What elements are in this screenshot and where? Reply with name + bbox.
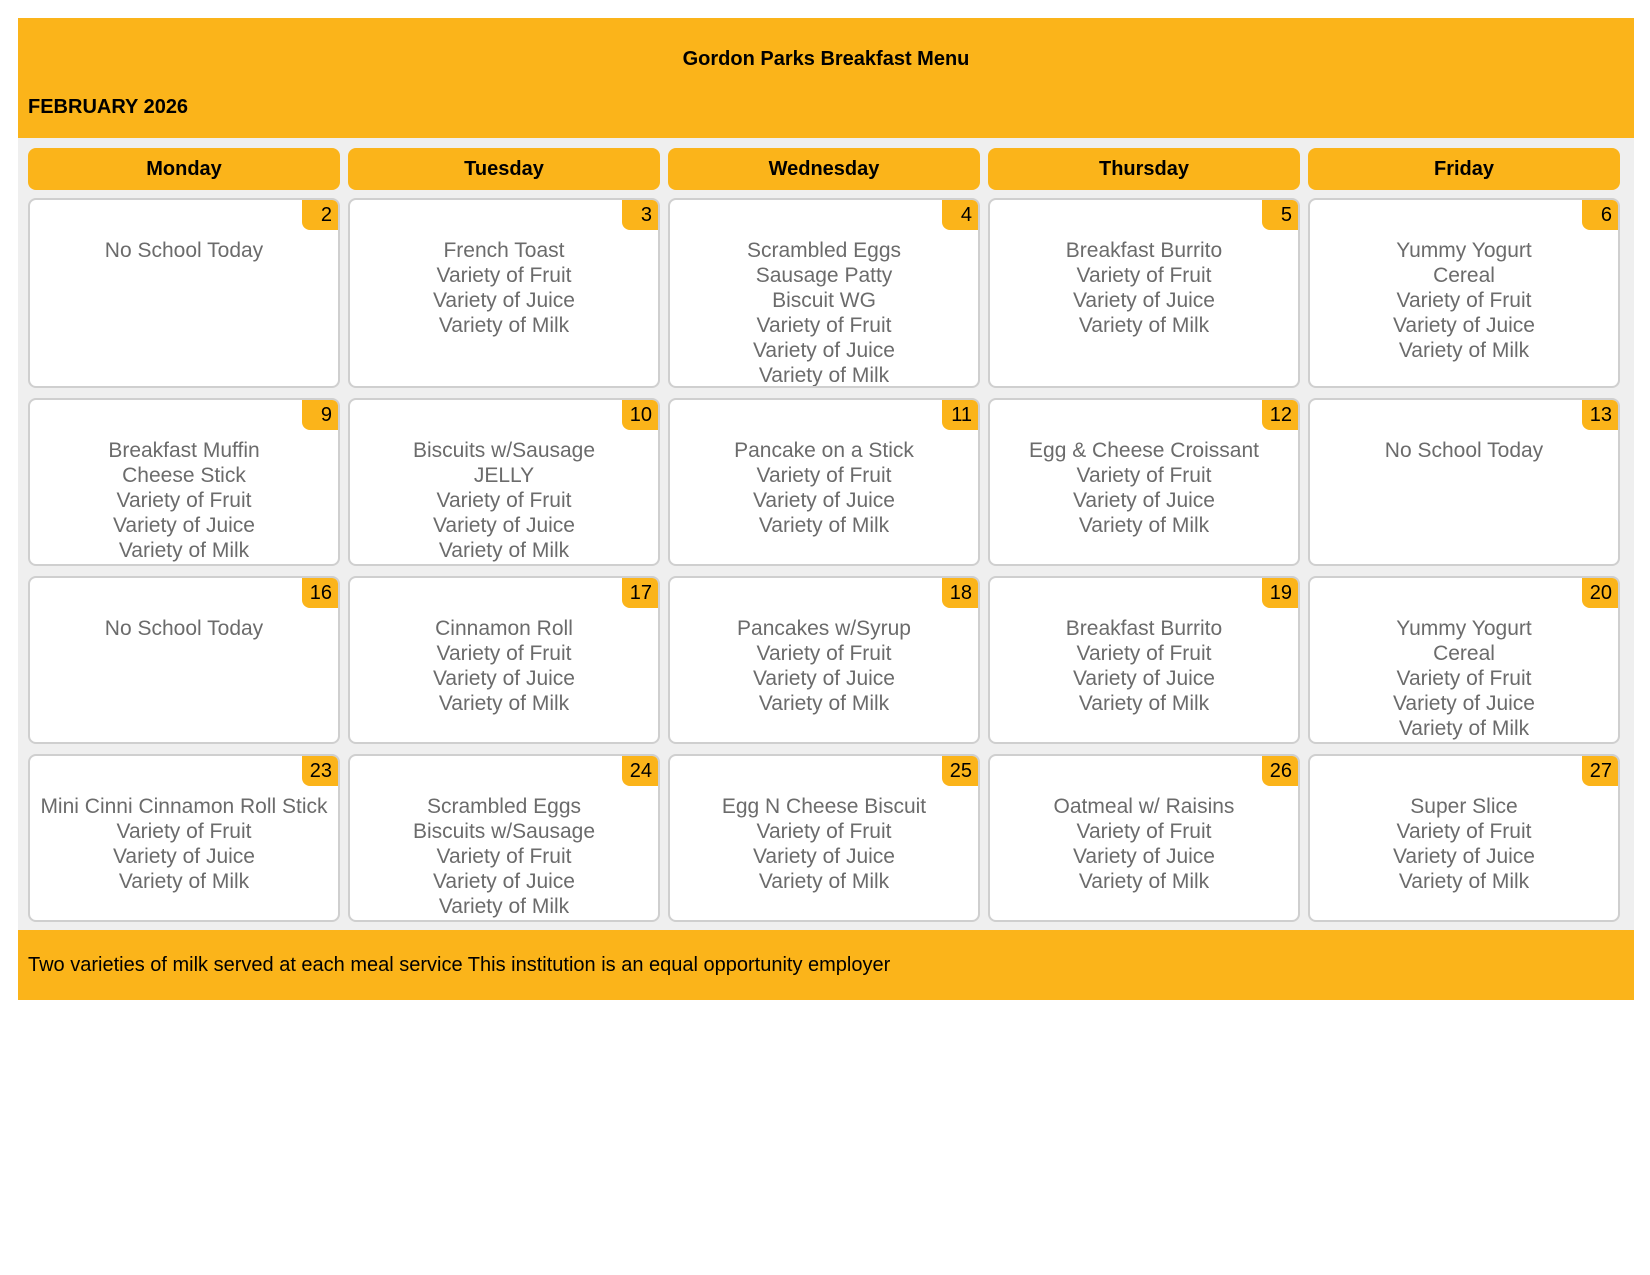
menu-item: Variety of Juice	[1072, 667, 1215, 690]
day-cell	[1308, 754, 1620, 922]
menu-item: Variety of Milk	[118, 870, 250, 893]
menu-item: Variety of Juice	[112, 514, 255, 537]
menu-items	[350, 438, 658, 563]
menu-item: Variety of Fruit	[116, 489, 252, 512]
day-cell	[988, 398, 1300, 566]
menu-item: Variety of Juice	[1072, 845, 1215, 868]
menu-item: Cheese Stick	[122, 464, 246, 487]
date-badge: 2	[302, 200, 338, 230]
menu-items	[990, 616, 1298, 716]
menu-footer	[18, 930, 1634, 1000]
day-cell	[348, 398, 660, 566]
day-cell	[988, 754, 1300, 922]
menu-item: Variety of Milk	[1398, 717, 1530, 740]
menu-item: Variety of Milk	[758, 870, 890, 893]
menu-item: Variety of Fruit	[1076, 264, 1212, 287]
date-badge: 19	[1262, 578, 1298, 608]
menu-item: Sausage Patty	[755, 264, 893, 287]
menu-item: Variety of Juice	[752, 339, 895, 362]
date-badge: 20	[1582, 578, 1618, 608]
menu-title: Gordon Parks Breakfast Menu	[682, 48, 970, 70]
date-badge: 24	[622, 756, 658, 786]
menu-items	[990, 794, 1298, 894]
menu-item: Variety of Milk	[1078, 692, 1210, 715]
menu-item: Variety of Juice	[432, 870, 575, 893]
menu-item: Pancakes w/Syrup	[737, 617, 911, 640]
menu-item: Variety of Fruit	[756, 820, 892, 843]
menu-item: Variety of Milk	[438, 314, 570, 337]
menu-item: Yummy Yogurt	[1396, 617, 1532, 640]
menu-items	[30, 238, 338, 263]
menu-items	[670, 616, 978, 716]
day-cell	[348, 576, 660, 744]
calendar-grid	[18, 138, 1634, 930]
day-cell	[348, 198, 660, 388]
menu-item: Variety of Milk	[1078, 314, 1210, 337]
calendar-week-row	[28, 754, 1624, 922]
menu-item: Variety of Juice	[1392, 845, 1535, 868]
date-badge: 13	[1582, 400, 1618, 430]
menu-item: Variety of Fruit	[116, 820, 252, 843]
date-badge: 5	[1262, 200, 1298, 230]
menu-item: Variety of Fruit	[436, 642, 572, 665]
menu-item: Variety of Juice	[1392, 314, 1535, 337]
weekday-header-wednesday: Wednesday	[668, 148, 980, 190]
date-badge: 10	[622, 400, 658, 430]
menu-items	[670, 794, 978, 894]
menu-item: Variety of Fruit	[1076, 642, 1212, 665]
menu-item: Variety of Milk	[758, 514, 890, 537]
menu-item: Variety of Juice	[1072, 289, 1215, 312]
calendar-week-row	[28, 398, 1624, 566]
menu-item: Variety of Milk	[438, 539, 570, 562]
menu-item: Yummy Yogurt	[1396, 239, 1532, 262]
menu-items	[30, 438, 338, 563]
menu-item: Scrambled Eggs	[426, 795, 582, 818]
date-badge: 6	[1582, 200, 1618, 230]
menu-item: Variety of Juice	[752, 845, 895, 868]
menu-item: Cereal	[1433, 642, 1495, 665]
menu-item: Variety of Fruit	[1396, 667, 1532, 690]
calendar-weeks	[28, 198, 1624, 922]
menu-items	[1310, 616, 1618, 741]
date-badge: 23	[302, 756, 338, 786]
menu-item: Variety of Milk	[438, 895, 570, 918]
weekday-header-monday: Monday	[28, 148, 340, 190]
menu-items	[1310, 438, 1618, 463]
day-cell	[28, 198, 340, 388]
calendar-week-row	[28, 576, 1624, 744]
date-badge: 9	[302, 400, 338, 430]
menu-item: JELLY	[473, 464, 535, 487]
menu-item: Variety of Fruit	[1396, 289, 1532, 312]
menu-item: Mini Cinni Cinnamon Roll Stick	[40, 795, 328, 818]
menu-items	[990, 438, 1298, 538]
day-cell	[1308, 398, 1620, 566]
day-cell	[28, 398, 340, 566]
menu-item: Variety of Fruit	[436, 845, 572, 868]
weekday-header-row	[28, 148, 1624, 190]
menu-item: Biscuit WG	[772, 289, 876, 312]
menu-item: Egg N Cheese Biscuit	[721, 795, 927, 818]
menu-item: Egg & Cheese Croissant	[1029, 439, 1259, 462]
menu-items	[1310, 794, 1618, 894]
menu-item: Variety of Milk	[758, 364, 890, 387]
menu-item: Breakfast Muffin	[108, 439, 260, 462]
month-label: FEBRUARY 2026	[28, 96, 189, 118]
menu-header	[18, 18, 1634, 138]
menu-item: No School Today	[104, 239, 264, 262]
menu-item: Variety of Juice	[752, 489, 895, 512]
menu-item: Variety of Fruit	[756, 314, 892, 337]
menu-item: Pancake on a Stick	[734, 439, 914, 462]
menu-item: Variety of Juice	[1392, 692, 1535, 715]
footer-note: Two varieties of milk served at each meal service This institution is an equal opportunity employer	[28, 954, 891, 976]
menu-item: Scrambled Eggs	[746, 239, 902, 262]
menu-item: Variety of Fruit	[436, 489, 572, 512]
date-badge: 17	[622, 578, 658, 608]
menu-item: Variety of Fruit	[436, 264, 572, 287]
menu-item: Breakfast Burrito	[1065, 239, 1223, 262]
date-badge: 27	[1582, 756, 1618, 786]
day-cell	[988, 198, 1300, 388]
date-badge: 4	[942, 200, 978, 230]
menu-items	[350, 616, 658, 716]
menu-item: Variety of Milk	[438, 692, 570, 715]
menu-items	[990, 238, 1298, 338]
menu-item: Biscuits w/Sausage	[412, 439, 596, 462]
day-cell	[1308, 576, 1620, 744]
weekday-header-tuesday: Tuesday	[348, 148, 660, 190]
menu-item: Variety of Fruit	[1396, 820, 1532, 843]
menu-items	[670, 238, 978, 388]
menu-item: Variety of Milk	[1398, 870, 1530, 893]
menu-item: Variety of Juice	[752, 667, 895, 690]
menu-item: Variety of Fruit	[1076, 464, 1212, 487]
weekday-header-thursday: Thursday	[988, 148, 1300, 190]
date-badge: 25	[942, 756, 978, 786]
date-badge: 26	[1262, 756, 1298, 786]
menu-item: Cinnamon Roll	[435, 617, 573, 640]
menu-item: Variety of Milk	[758, 692, 890, 715]
menu-item: Variety of Milk	[118, 539, 250, 562]
weekday-header-friday: Friday	[1308, 148, 1620, 190]
menu-item: Cereal	[1433, 264, 1495, 287]
menu-page	[18, 18, 1634, 1000]
menu-item: Variety of Juice	[432, 289, 575, 312]
date-badge: 12	[1262, 400, 1298, 430]
menu-item: Super Slice	[1410, 795, 1518, 818]
menu-item: French Toast	[443, 239, 565, 262]
day-cell	[668, 398, 980, 566]
menu-item: Variety of Juice	[1072, 489, 1215, 512]
menu-item: Variety of Milk	[1398, 339, 1530, 362]
menu-items	[30, 794, 338, 894]
menu-items	[670, 438, 978, 538]
menu-item: Variety of Juice	[112, 845, 255, 868]
day-cell	[1308, 198, 1620, 388]
day-cell	[348, 754, 660, 922]
menu-item: Biscuits w/Sausage	[412, 820, 596, 843]
day-cell	[28, 576, 340, 744]
date-badge: 16	[302, 578, 338, 608]
menu-item: Variety of Fruit	[1076, 820, 1212, 843]
menu-item: Variety of Fruit	[756, 464, 892, 487]
day-cell	[28, 754, 340, 922]
day-cell	[668, 198, 980, 388]
menu-items	[350, 794, 658, 919]
menu-item: No School Today	[104, 617, 264, 640]
menu-items	[1310, 238, 1618, 363]
menu-item: Variety of Fruit	[756, 642, 892, 665]
date-badge: 3	[622, 200, 658, 230]
day-cell	[668, 576, 980, 744]
date-badge: 18	[942, 578, 978, 608]
calendar-week-row	[28, 198, 1624, 388]
day-cell	[988, 576, 1300, 744]
menu-items	[350, 238, 658, 338]
menu-item: No School Today	[1384, 439, 1544, 462]
date-badge: 11	[942, 400, 978, 430]
menu-items	[30, 616, 338, 641]
menu-item: Variety of Milk	[1078, 870, 1210, 893]
menu-item: Variety of Milk	[1078, 514, 1210, 537]
menu-item: Variety of Juice	[432, 514, 575, 537]
menu-item: Oatmeal w/ Raisins	[1053, 795, 1235, 818]
menu-item: Breakfast Burrito	[1065, 617, 1223, 640]
day-cell	[668, 754, 980, 922]
menu-item: Variety of Juice	[432, 667, 575, 690]
